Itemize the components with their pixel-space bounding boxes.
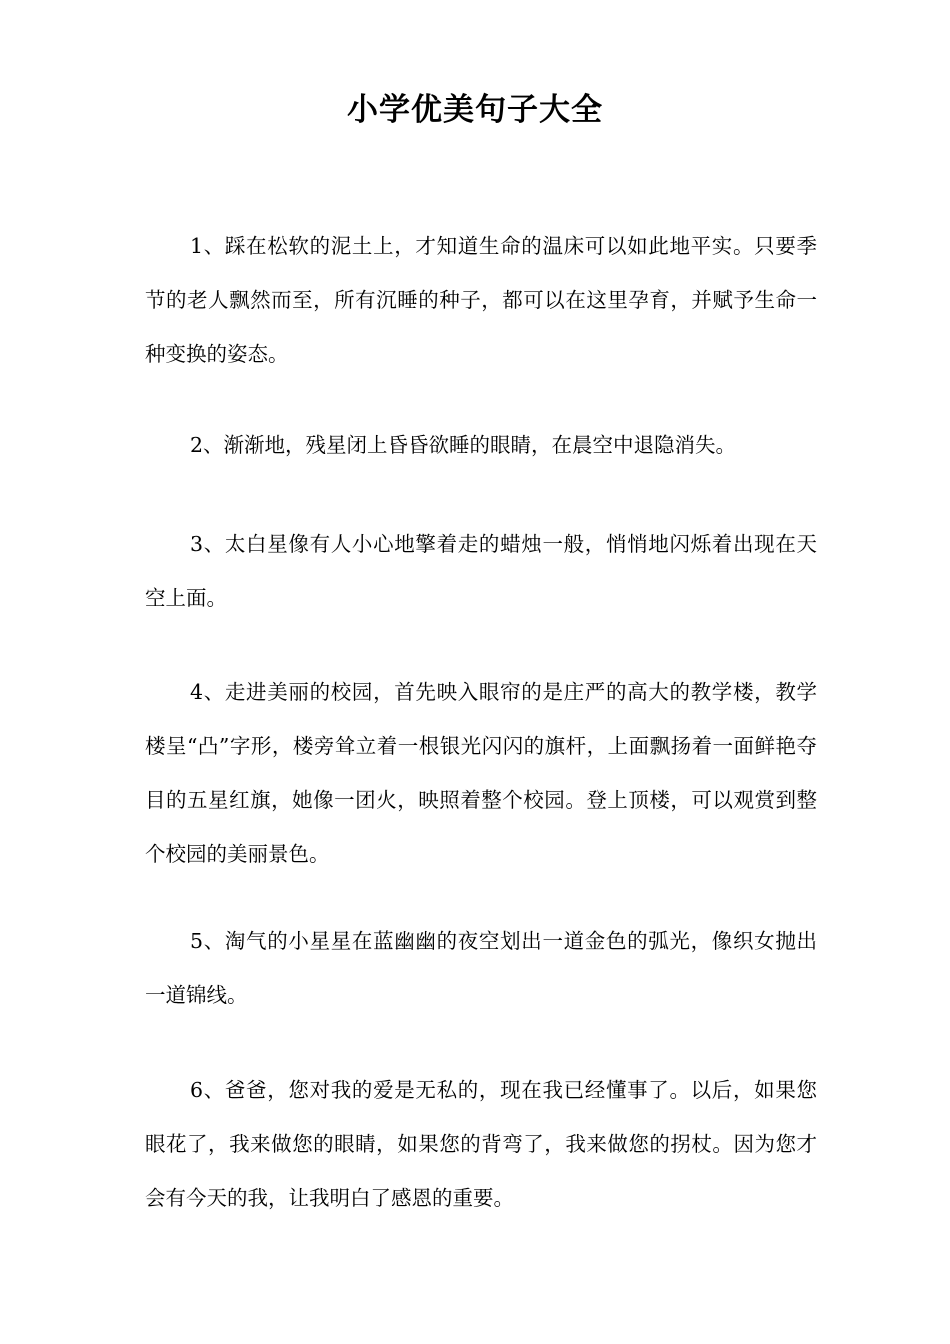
- paragraph-3: 3、太白星像有人小心地擎着走的蜡烛一般，悄悄地闪烁着出现在天空上面。: [145, 532, 817, 610]
- paragraph-1: 1、踩在松软的泥土上，才知道生命的温床可以如此地平实。只要季节的老人飘然而至，所有沉睡的种子，都可以在这里孕育，并赋予生命一种变换的姿态。: [145, 234, 817, 366]
- paragraph-2: 2、渐渐地，残星闭上昏昏欲睡的眼睛，在晨空中退隐消失。: [190, 433, 737, 457]
- paragraph-6: 6、爸爸，您对我的爱是无私的，现在我已经懂事了。以后，如果您眼花了，我来做您的眼睛，如果您的背弯了，我来做您的拐杖。因为您才会有今天的我，让我明白了感恩的重要。: [145, 1078, 817, 1210]
- paragraph-4: 4、走进美丽的校园，首先映入眼帘的是庄严的高大的教学楼，教学楼呈“凸”字形，楼旁耸立着一根银光闪闪的旗杆，上面飘扬着一面鲜艳夺目的五星红旗，她像一团火，映照着整个校园。登上顶楼，可以观赏到整个校园的美丽景色。: [145, 680, 817, 866]
- document-title: 小学优美句子大全: [347, 92, 603, 128]
- paragraph-5: 5、淘气的小星星在蓝幽幽的夜空划出一道金色的弧光，像织女抛出一道锦线。: [145, 929, 817, 1007]
